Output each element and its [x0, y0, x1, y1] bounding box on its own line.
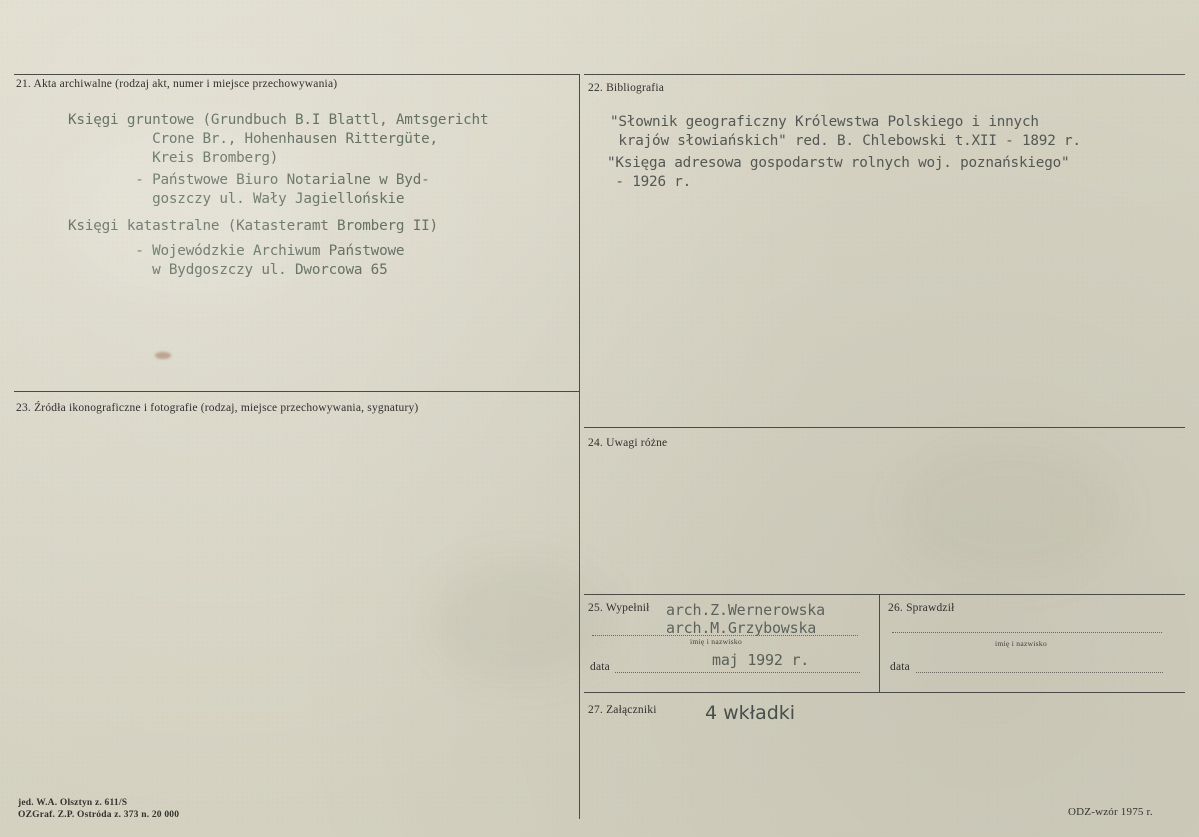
section-21-line-4: - Państwowe Biuro Notarialne w Byd-: [68, 172, 430, 188]
rule-center-vertical: [579, 74, 580, 819]
section-21-heading: [16, 78, 337, 90]
rule-s24-top: [584, 427, 1185, 428]
section-25-value-line-2: arch.M.Grzybowska: [666, 619, 817, 637]
section-26-title: Sprawdził: [906, 602, 955, 614]
section-21-line-1: Księgi gruntowe (Grundbuch B.I Blattl, Amtsgericht: [68, 112, 489, 128]
section-26-caption: imię i nazwisko: [995, 639, 1047, 648]
paper-shadow-2: [900, 440, 1120, 580]
section-27-number: 27.: [588, 704, 603, 716]
footer-right: ODZ-wzór 1975 r.: [1068, 806, 1153, 818]
section-21-line-9: w Bydgoszczy ul. Dworcowa 65: [68, 262, 388, 278]
section-26-name-dotted-line: [892, 632, 1162, 633]
section-22-heading: [588, 82, 664, 94]
section-22-line-4: - 1926 r.: [607, 174, 692, 190]
section-21-line-2: Crone Br., Hohenhausen Rittergüte,: [68, 131, 438, 147]
section-24-heading: [588, 437, 667, 449]
section-21-line-7: Księgi katastralne (Katasteramt Bromberg II): [68, 218, 438, 234]
paper-shadow-1: [430, 560, 610, 680]
rule-s23-top: [14, 391, 579, 392]
section-21-line-8: - Wojewódzkie Archiwum Państwowe: [68, 243, 405, 259]
section-21-line-5: goszczy ul. Wały Jagiellońskie: [68, 191, 405, 207]
section-22-line-2: krajów słowiańskich" red. B. Chlebowski t.XII - 1892 r.: [610, 133, 1081, 149]
rule-s25-s26-divider: [879, 594, 880, 692]
section-25-heading: [588, 602, 650, 614]
section-21-line-3: Kreis Bromberg): [68, 150, 279, 166]
section-25-name-dotted-line: [592, 635, 858, 636]
section-21-number: 21.: [16, 78, 31, 90]
section-23-title: Źródła ikonograficzne i fotografie (rodzaj, miejsce przechowywania, sygnatury): [34, 402, 419, 414]
section-26-date-dotted-line: [916, 672, 1163, 673]
section-24-title: Uwagi różne: [606, 437, 668, 449]
section-27-title: Załączniki: [606, 704, 657, 716]
section-22-number: 22.: [588, 82, 603, 94]
section-23-number: 23.: [16, 402, 31, 414]
section-25-date-dotted-line: [615, 672, 860, 673]
section-25-title: Wypełnił: [605, 602, 650, 614]
section-26-date-label: data: [890, 661, 910, 673]
section-26-heading: [888, 602, 955, 614]
section-23-heading: [16, 402, 418, 414]
section-25-value-line-1: arch.Z.Wernerowska: [666, 601, 825, 619]
section-24-number: 24.: [588, 437, 603, 449]
section-21-title: Akta archiwalne (rodzaj akt, numer i miejsce przechowywania): [33, 78, 338, 90]
section-25-number: 25.: [588, 602, 603, 614]
footer-left-line-1: jed. W.A. Olsztyn z. 611/S: [18, 798, 128, 808]
section-25-date-label: data: [590, 661, 610, 673]
footer-left-line-2: OZGraf. Z.P. Ostróda z. 373 n. 20 000: [18, 810, 180, 820]
section-25-caption: imię i nazwisko: [690, 637, 742, 646]
paper-stain: [155, 352, 171, 359]
rule-top-right: [584, 74, 1185, 75]
section-26-number: 26.: [888, 602, 903, 614]
section-22-line-3: "Księga adresowa gospodarstw rolnych woj. poznańskiego": [607, 155, 1070, 171]
section-22-title: Bibliografia: [606, 82, 665, 94]
section-27-value: 4 wkładki: [705, 702, 796, 724]
rule-top-left: [14, 74, 579, 75]
section-27-heading: [588, 704, 657, 716]
rule-s25-top: [584, 594, 1185, 595]
rule-s27-top: [584, 692, 1185, 693]
section-25-date-value: maj 1992 r.: [712, 651, 810, 669]
section-22-line-1: "Słownik geograficzny Królewstwa Polskiego i innych: [610, 114, 1039, 130]
